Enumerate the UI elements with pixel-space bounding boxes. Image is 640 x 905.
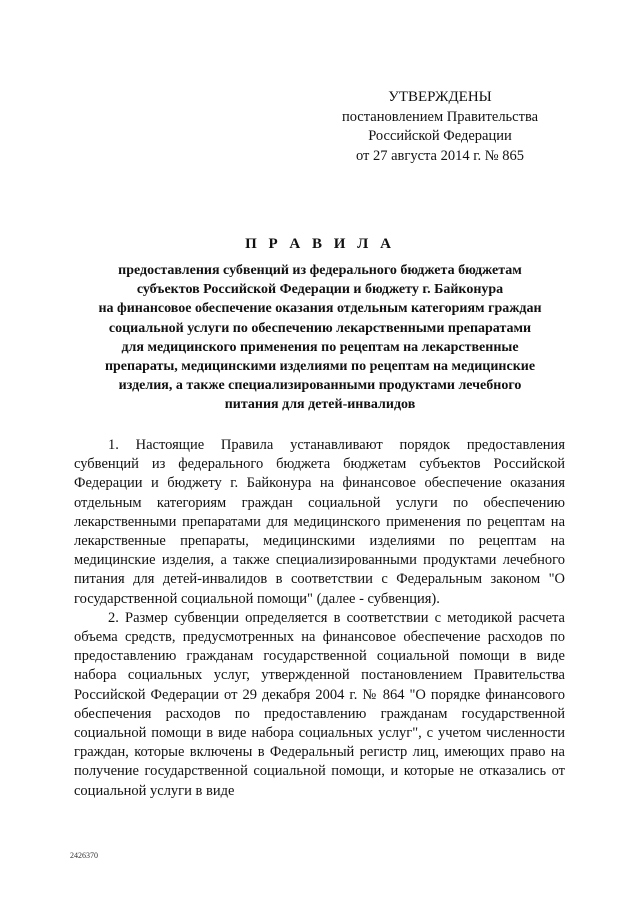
paragraph-2: 2. Размер субвенции определяется в соответствии с методикой расчета объема средств, предусмотренных на финансовое обеспечение расходов по предоставлению гражданам государственной социальной помощи в виде набора социальных услуг, утвержденной постановлением Правительства Российской Федерации от 29 декабря 2004 г. № 864 "О порядке финансового обеспечения расходов по предоставлению гражданам государственной социальной помощи в виде набора социальных услуг", с учетом численности граждан, которые включены в Федеральный регистр лиц, имеющих право на получение государственной социальной помощи, и которые не отказались от социальной услуги в виде: [74, 609, 565, 799]
approval-line: постановлением Правительства: [341, 108, 539, 125]
subtitle-line: социальной услуги по обеспечению лекарственными препаратами: [108, 320, 532, 336]
paragraph-1: 1. Настоящие Правила устанавливают порядок предоставления субвенций из федерального бюджета бюджетам субъектов Российской Федерации и бюджету г. Байконура на финансовое обеспечение оказания отдельным категориям граждан социальной услуги по обеспечению лекарственными препаратами для медицинского применения по рецептам на лекарственные препараты, медицинскими изделиями по рецептам на медицинские изделия, а также специализированными продуктами лечебного питания для детей-инвалидов в соответствии с Федеральным законом "О государственной социальной помощи" (далее - субвенция).: [74, 437, 565, 607]
subtitle-line: препараты, медицинскими изделиями по рецептам на медицинские: [104, 359, 536, 375]
subtitle-line: субъектов Российской Федерации и бюджету г. Байконура: [136, 282, 504, 298]
subtitle-line: изделия, а также специализированными продуктами лечебного: [118, 378, 522, 394]
subtitle-line: для медицинского применения по рецептам на лекарственные: [121, 339, 519, 355]
approval-line: Российской Федерации: [368, 128, 512, 144]
subtitle-line: на финансовое обеспечение оказания отдельным категориям граждан: [98, 301, 542, 317]
document-title: П Р А В И Л А: [245, 236, 395, 252]
subtitle-line: предоставления субвенций из федерального бюджета бюджетам: [118, 263, 522, 278]
document-subtitle: [60, 261, 580, 415]
approval-date-line: от 27 августа 2014 г. № 865: [355, 147, 525, 164]
approval-heading: УТВЕРЖДЕНЫ: [388, 89, 492, 105]
document-body: [74, 436, 565, 801]
subtitle-line: питания для детей-инвалидов: [224, 397, 416, 413]
document-code: 2426370: [70, 851, 98, 860]
approval-block: [320, 88, 560, 166]
